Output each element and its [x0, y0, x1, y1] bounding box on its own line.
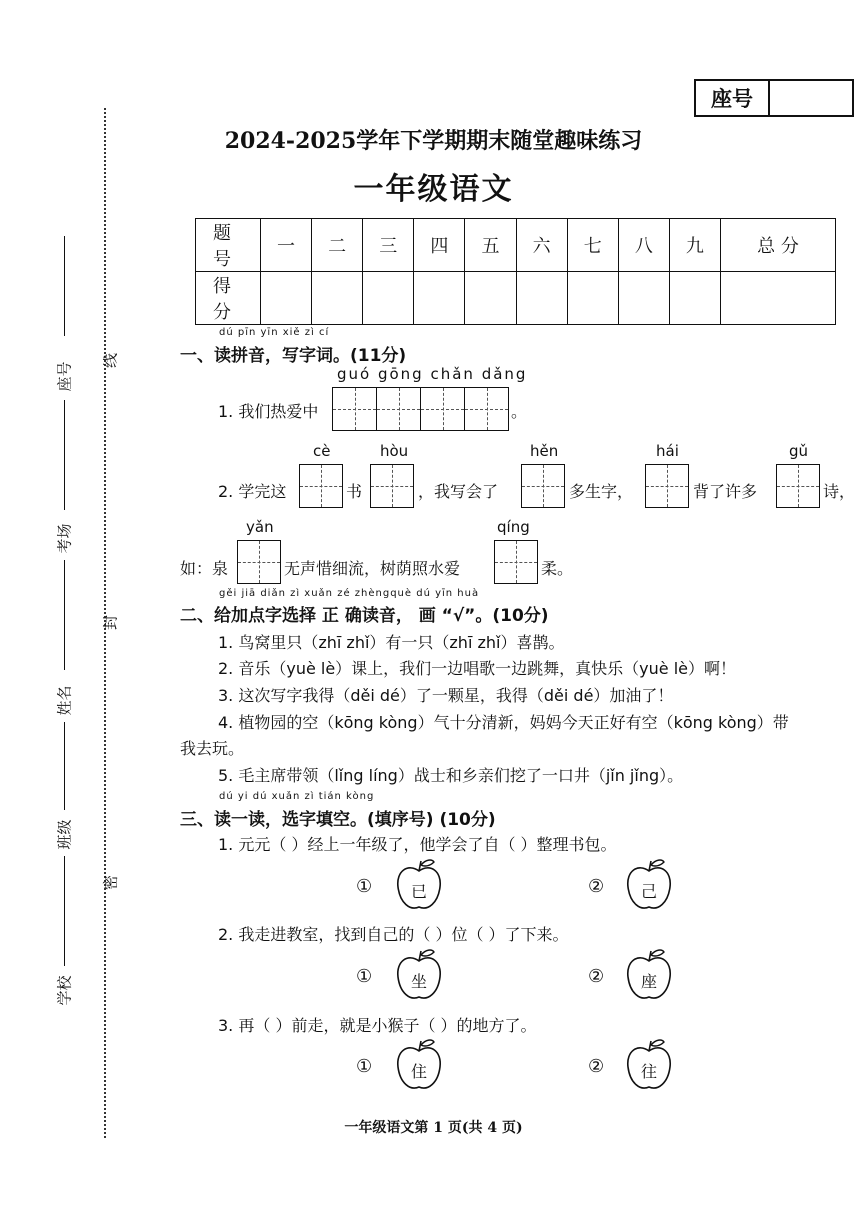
option-number: ① — [356, 966, 373, 987]
score-table — [195, 218, 836, 325]
section2-title: 二、给加点字选择 正 确读音， 画 “√”。(10分) — [180, 606, 549, 626]
q2-text-3: ，我写会了 — [418, 482, 499, 501]
margin-name-label: 姓名 — [55, 685, 74, 716]
score-row-label: 题 号 — [196, 219, 261, 272]
score-col: 八 — [618, 219, 669, 272]
apple-option — [624, 857, 674, 917]
score-table-score-row — [196, 272, 836, 325]
score-cell — [363, 272, 414, 325]
section2-item: 5. 毛主席带领（lǐng líng）战士和乡亲们挖了一口井（jǐn jǐng）。 — [218, 766, 684, 785]
apple-option-char: 已 — [410, 882, 427, 901]
score-col: 九 — [669, 219, 720, 272]
seat-number-label: 座号 — [696, 81, 770, 115]
q3-text-2: 无声惜细流，树荫照水爱 — [284, 559, 461, 578]
apple-option-char: 坐 — [410, 972, 427, 991]
tianzige-box — [494, 540, 538, 584]
score-cell — [516, 272, 567, 325]
score-col: 二 — [312, 219, 363, 272]
score-col: 五 — [465, 219, 516, 272]
option-number: ② — [588, 876, 605, 897]
q2-pinyin-4: hái — [656, 442, 679, 460]
section2-pinyin: gěi jiā diǎn zì xuǎn zé zhèngquè dú yīn huà — [219, 588, 480, 599]
s3-q3-text: 3. 再（ ）前走，就是小猴子（ ）的地方了。 — [218, 1016, 537, 1035]
q2-pinyin-2: hòu — [380, 442, 409, 460]
s3-q1-text: 1. 元元（ ）经上一年级了，他学会了自（ ）整理书包。 — [218, 835, 617, 854]
option-number: ② — [588, 1056, 605, 1077]
page-footer: 一年级语文第 1 页(共 4 页) — [344, 1120, 523, 1136]
score-col: 总 分 — [720, 219, 835, 272]
tianzige-box — [237, 540, 281, 584]
tianzige-box — [521, 464, 565, 508]
q2-text-1: 2. 学完这 — [218, 482, 287, 501]
section2-item: 2. 音乐（yuè lè）课上，我们一边唱歌一边跳舞，真快乐（yuè lè）啊！ — [218, 659, 737, 678]
q2-pinyin-5: gǔ — [789, 442, 809, 460]
section3-title: 三、读一读，选字填空。(填序号) (10分) — [180, 810, 496, 830]
score-cell — [720, 272, 835, 325]
apple-option — [394, 947, 444, 1007]
apple-option — [624, 947, 674, 1007]
q2-pinyin-3: hěn — [530, 442, 559, 460]
school-write-line — [64, 856, 65, 966]
name-write-line — [64, 560, 65, 670]
exam-title: 2024-2025学年下学期期末随堂趣味练习 — [224, 128, 643, 154]
score-cell — [312, 272, 363, 325]
q2-text-5: 背了许多 — [693, 482, 758, 501]
q3-text-1: 如：泉 — [180, 559, 229, 578]
option-number: ① — [356, 876, 373, 897]
section2-item: 我去玩。 — [180, 739, 245, 758]
score-col: 三 — [363, 219, 414, 272]
apple-option — [394, 1037, 444, 1097]
apple-option — [624, 1037, 674, 1097]
section2-item: 3. 这次写字我得（děi dé）了一颗星，我得（děi dé）加油了！ — [218, 686, 674, 705]
score-cell — [261, 272, 312, 325]
tianzige-box — [420, 387, 465, 431]
score-table-header-row — [196, 219, 836, 272]
section1-title: 一、读拼音，写字词。(11分) — [180, 346, 407, 366]
q3-pinyin-2: qíng — [497, 518, 530, 536]
tianzige-box — [464, 387, 509, 431]
seat-number-field — [770, 81, 852, 115]
section1-pinyin: dú pīn yīn xiě zì cí — [219, 327, 330, 338]
section2-item: 1. 鸟窝里只（zhī zhǐ）有一只（zhī zhǐ）喜鹊。 — [218, 633, 565, 652]
score-cell — [618, 272, 669, 325]
subject-title: 一年级语文 — [353, 172, 514, 207]
tianzige-box — [332, 387, 377, 431]
tianzige-box — [299, 464, 343, 508]
margin-school-label: 学校 — [55, 975, 74, 1006]
score-col: 一 — [261, 219, 312, 272]
q3-pinyin-1: yǎn — [246, 518, 274, 536]
tianzige-box — [370, 464, 414, 508]
score-col: 六 — [516, 219, 567, 272]
q2-text-2: 书 — [346, 482, 363, 501]
margin-exam-room-label: 考场 — [55, 523, 74, 554]
apple-option — [394, 857, 444, 917]
margin-secret-mark: 密 — [101, 875, 120, 891]
margin-class-label: 班级 — [55, 819, 74, 850]
score-cell — [414, 272, 465, 325]
tianzige-box — [376, 387, 421, 431]
section2-item: 4. 植物园的空（kōng kòng）气十分清新，妈妈今天正好有空（kōng kòng）带 — [218, 713, 789, 732]
score-row-label: 得 分 — [196, 272, 261, 325]
apple-option-char: 己 — [640, 882, 657, 901]
exam-room-write-line — [64, 400, 65, 510]
section3-pinyin: dú yi dú xuǎn zì tián kòng — [219, 791, 375, 802]
option-number: ① — [356, 1056, 373, 1077]
score-col: 四 — [414, 219, 465, 272]
margin-line-mark: 线 — [101, 353, 120, 369]
margin-seal-mark: 封 — [101, 615, 120, 631]
seat-number-box — [694, 79, 854, 117]
q1-prefix: 1. 我们热爱中 — [218, 402, 319, 421]
seat-write-line — [64, 236, 65, 336]
q2-text-4: 多生字， — [569, 482, 634, 501]
q2-pinyin-1: cè — [313, 442, 331, 460]
tianzige-box — [776, 464, 820, 508]
s3-q2-text: 2. 我走进教室，找到自己的（ ）位（ ）了下来。 — [218, 925, 569, 944]
apple-option-char: 住 — [410, 1062, 427, 1081]
class-write-line — [64, 722, 65, 810]
score-cell — [669, 272, 720, 325]
q1-suffix: 。 — [511, 402, 528, 421]
tianzige-box — [645, 464, 689, 508]
option-number: ② — [588, 966, 605, 987]
q2-text-6: 诗， — [823, 482, 856, 501]
score-cell — [567, 272, 618, 325]
apple-option-char: 往 — [640, 1062, 657, 1081]
q1-pinyin: guó gōng chǎn dǎng — [337, 365, 528, 383]
score-cell — [465, 272, 516, 325]
score-col: 七 — [567, 219, 618, 272]
q3-text-3: 柔。 — [541, 559, 574, 578]
margin-seat-label: 座号 — [55, 361, 74, 392]
apple-option-char: 座 — [640, 972, 657, 991]
